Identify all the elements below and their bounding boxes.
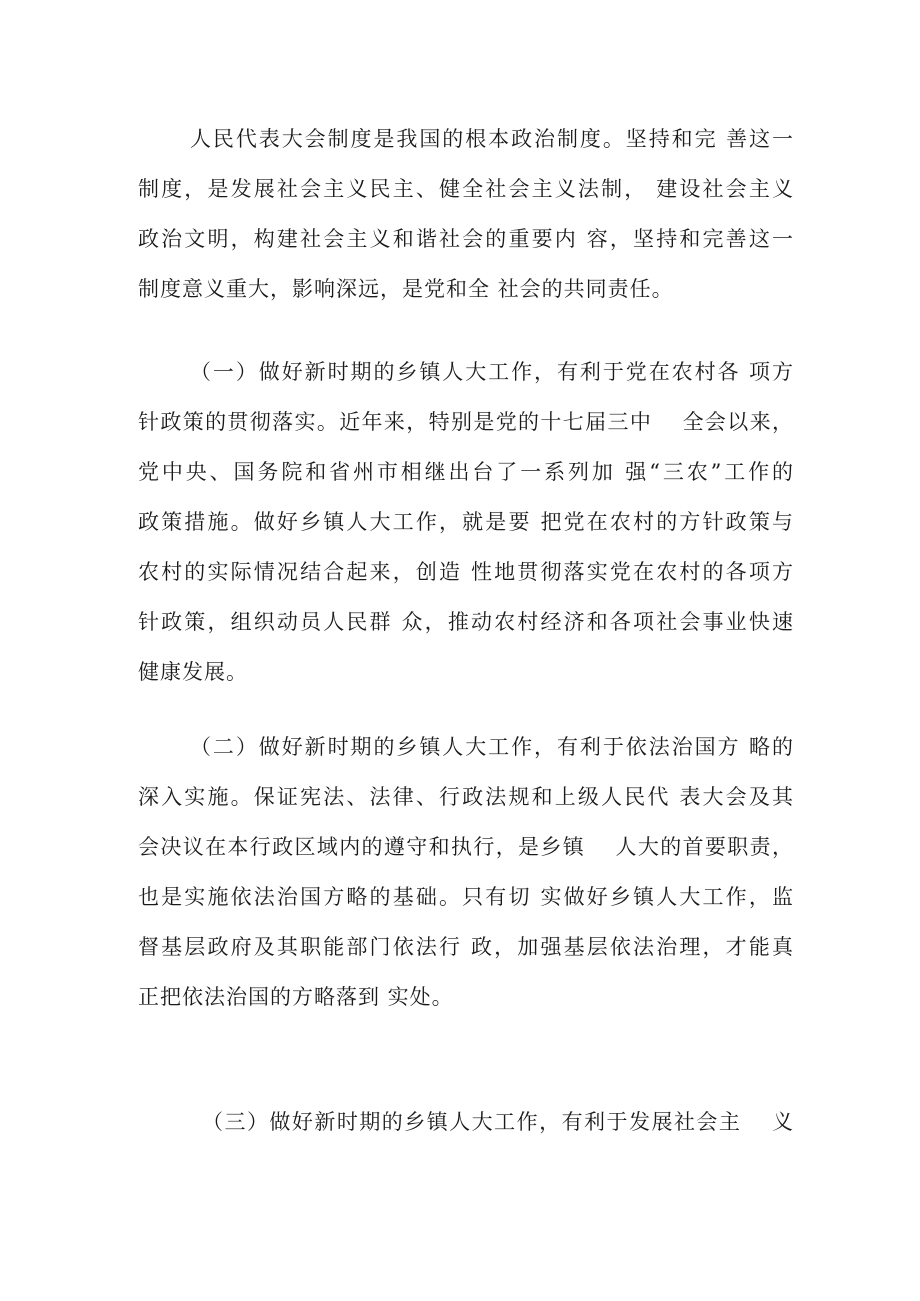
paragraph-section-3 — [138, 1097, 794, 1147]
text-line: （三）做好新时期的乡镇人大工作，有利于发展社会主 义 — [202, 1110, 794, 1134]
text-line: 针政策的贯彻落实。近年来，特别是党的十七届三中 全会以来， — [138, 410, 794, 434]
text-line: 也是实施依法治国方略的基础。只有切 实做好乡镇人大工作，监 — [138, 885, 794, 909]
text-line: 深入实施。保证宪法、法律、行政法规和上级人民代 表大会及其 — [138, 785, 794, 809]
text-line: 农村的实际情况结合起来，创造 性地贯彻落实党在农村的各项方 — [138, 560, 794, 584]
text-line: 制度，是发展社会主义民主、健全社会主义法制， 建设社会主义 — [138, 177, 794, 201]
text-line: （一）做好新时期的乡镇人大工作，有利于党在农村各 项方 — [190, 360, 794, 384]
text-line: （二）做好新时期的乡镇人大工作，有利于依法治国方 略的 — [190, 735, 794, 759]
text-line: 制度意义重大，影响深远，是党和全 社会的共同责任。 — [138, 277, 674, 301]
text-line: 正把依法治国的方略落到 实处。 — [138, 985, 454, 1009]
text-line: 针政策，组织动员人民群 众，推动农村经济和各项社会事业快速 — [138, 610, 794, 634]
text-line: 政策措施。做好乡镇人大工作，就是要 把党在农村的方针政策与 — [138, 510, 794, 534]
text-line: 政治文明，构建社会主义和谐社会的重要内 容，坚持和完善这一 — [138, 227, 794, 251]
paragraph-intro — [138, 114, 794, 314]
text-line: 健康发展。 — [138, 660, 248, 684]
paragraph-section-1 — [138, 347, 794, 697]
text-line: 人民代表大会制度是我国的根本政治制度。坚持和完 善这一 — [190, 127, 794, 151]
text-line: 会决议在本行政区域内的遵守和执行，是乡镇 人大的首要职责， — [138, 835, 794, 859]
text-line: 党中央、国务院和省州市相继出台了一系列加 强“三农”工作的 — [138, 460, 794, 484]
text-line: 督基层政府及其职能部门依法行 政，加强基层依法治理，才能真 — [138, 935, 794, 959]
paragraph-section-2 — [138, 722, 794, 1022]
